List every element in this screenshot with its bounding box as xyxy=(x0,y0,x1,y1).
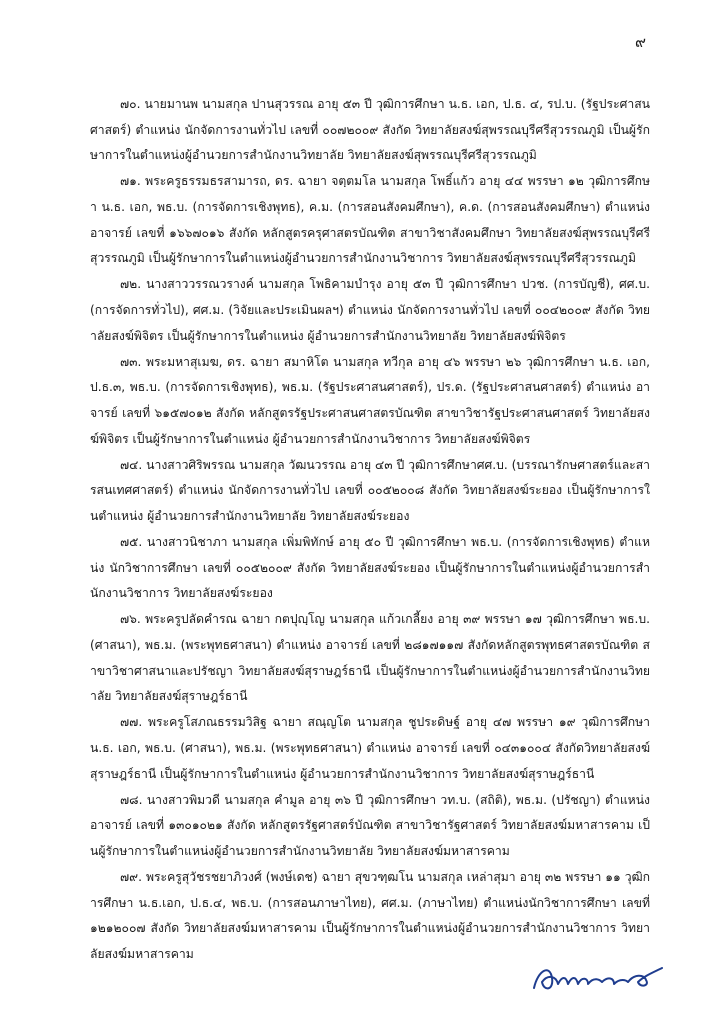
document-body xyxy=(90,92,650,968)
signature-mark xyxy=(528,952,668,1000)
list-item: ๗๙. พระครูสุวัชรชยาภิวงศ์ (พงษ์เดช) ฉายา สุขวฑฺฒโน นามสกุล เหล่าสุมา อายุ ๓๒ พรรษา ๑๑ วุฒิการศึกษา น.ธ.เอก, ป.ธ.๔, พธ.บ. (การสอนภาษาไทย), ศศ.ม. (ภาษาไทย) ตำแหน่งนักวิชาการศึกษา เลขที่ ๑๒๑๒๐๐๗ สังกัด วิทยาลัยสงฆ์มหาสารคาม เป็นผู้รักษาการในตำแหน่งผู้อำนวยการสำนักงานวิชาการ วิทยาลัยสงฆ์มหาสารคาม xyxy=(90,870,650,961)
list-item: ๗๔. นางสาวศิริพรรณ นามสกุล วัฒนวรรณ อายุ ๔๓ ปี วุฒิการศึกษาศศ.บ. (บรรณารักษศาสตร์และสารสนเทศศาสตร์) ตำแหน่ง นักจัดการงานทั่วไป เลขที่ ๐๐๕๒๐๐๘ สังกัด วิทยาลัยสงฆ์ระยอง เป็นผู้รักษาการในตำแหน่ง ผู้อำนวยการสำนักงานวิทยาลัย วิทยาลัยสงฆ์ระยอง xyxy=(90,457,650,523)
list-item: ๗๖. พระครูปลัดคำรณ ฉายา กตปุญฺโญ นามสกุล แก้วเกลี้ยง อายุ ๓๙ พรรษา ๑๗ วุฒิการศึกษา พธ.บ. (ศาสนา), พธ.ม. (พระพุทธศาสนา) ตำแหน่ง อาจารย์ เลขที่ ๒๘๑๗๑๑๗ สังกัดหลักสูตรพุทธศาสตรบัณฑิต สาขาวิชาศาสนาและปรัชญา วิทยาลัยสงฆ์สุราษฎร์ธานี เป็นผู้รักษาการในตำแหน่งผู้อำนวยการสำนักงานวิทยาลัย วิทยาลัยสงฆ์สุราษฎร์ธานี xyxy=(90,612,650,704)
list-item: ๗๘. นางสาวพิมวดี นามสกุล คำมูล อายุ ๓๖ ปี วุฒิการศึกษา วท.บ. (สถิติ), พธ.ม. (ปรัชญา) ตำแหน่ง อาจารย์ เลขที่ ๑๓๐๑๐๒๑ สังกัด หลักสูตรรัฐศาสตร์บัณฑิต สาขาวิชารัฐศาสตร์ วิทยาลัยสงฆ์มหาสารคาม เป็นผู้รักษาการในตำแหน่งผู้อำนวยการสำนักงานวิทยาลัย วิทยาลัยสงฆ์มหาสารคาม xyxy=(90,792,650,858)
page-number: ๙ xyxy=(635,33,646,51)
list-item: ๗๑. พระครูธรรมธรสามารถ, ดร. ฉายา จตฺตมโล นามสกุล โพธิ์แก้ว อายุ ๔๔ พรรษา ๑๒ วุฒิการศึกษา น.ธ. เอก, พธ.บ. (การจัดการเชิงพุทธ), ค.ม. (การสอนสังคมศึกษา), ค.ด. (การสอนสังคมศึกษา) ตำแหน่ง อาจารย์ เลขที่ ๑๖๖๗๐๑๖ สังกัด หลักสูตรครุศาสตรบัณฑิต สาขาวิชาสังคมศึกษา วิทยาลัยสงฆ์สุพรรณบุรีศรีสุวรรณภูมิ เป็นผู้รักษาการในตำแหน่งผู้อำนวยการสำนักงานวิชาการ วิทยาลัยสงฆ์สุพรรณบุรีศรีสุวรรณภูมิ xyxy=(90,174,650,266)
list-item: ๗๕. นางสาวนิชาภา นามสกุล เพิ่มพิทักษ์ อายุ ๕๐ ปี วุฒิการศึกษา พธ.บ. (การจัดการเชิงพุทธ) ตำแหน่ง นักวิชาการศึกษา เลขที่ ๐๐๕๒๐๐๙ สังกัด วิทยาลัยสงฆ์ระยอง เป็นผู้รักษาการในตำแหน่งผู้อำนวยการสำนักงานวิชาการ วิทยาลัยสงฆ์ระยอง xyxy=(90,535,650,601)
list-item: ๗๗. พระครูโสภณธรรมวิสิฐ ฉายา สณฺญโต นามสกุล ชูประดิษฐ์ อายุ ๔๗ พรรษา ๑๙ วุฒิการศึกษา น.ธ. เอก, พธ.บ. (ศาสนา), พธ.ม. (พระพุทธศาสนา) ตำแหน่ง อาจารย์ เลขที่ ๐๔๓๑๐๐๔ สังกัดวิทยาลัยสงฆ์สุราษฎร์ธานี เป็นผู้รักษาการในตำแหน่ง ผู้อำนวยการสำนักงานวิชาการ วิทยาลัยสงฆ์สุราษฎร์ธานี xyxy=(90,715,650,781)
list-item: ๗๐. นายมานพ นามสกุล ปานสุวรรณ อายุ ๕๓ ปี วุฒิการศึกษา น.ธ. เอก, ป.ธ. ๔, รป.บ. (รัฐประศาสนศาสตร์) ตำแหน่ง นักจัดการงานทั่วไป เลขที่ ๐๐๗๒๐๐๙ สังกัด วิทยาลัยสงฆ์สุพรรณบุรีศรีสุวรรณภูมิ เป็นผู้รักษาการในตำแหน่งผู้อำนวยการสำนักงานวิทยาลัย วิทยาลัยสงฆ์สุพรรณบุรีศรีสุวรรณภูมิ xyxy=(90,97,650,163)
list-item: ๗๒. นางสาววรรณวรางค์ นามสกุล โพธิคามบำรุง อายุ ๕๓ ปี วุฒิการศึกษา ปวช. (การบัญชี), ศศ.บ. (การจัดการทั่วไป), ศศ.ม. (วิจัยและประเมินผลฯ) ตำแหน่ง นักจัดการงานทั่วไป เลขที่ ๐๐๔๒๐๐๙ สังกัด วิทยาลัยสงฆ์พิจิตร เป็นผู้รักษาการในตำแหน่ง ผู้อำนวยการสำนักงานวิทยาลัย วิทยาลัยสงฆ์พิจิตร xyxy=(90,277,650,343)
list-item: ๗๓. พระมหาสุเมฆ, ดร. ฉายา สมาหิโต นามสกุล ทวีกุล อายุ ๔๖ พรรษา ๒๖ วุฒิการศึกษา น.ธ. เอก, ป.ธ.๓, พธ.บ. (การจัดการเชิงพุทธ), พธ.ม. (รัฐประศาสนศาสตร์), ปร.ด. (รัฐประศาสนศาสตร์) ตำแหน่ง อาจารย์ เลขที่ ๖๑๕๗๐๑๒ สังกัด หลักสูตรรัฐประศาสนศาสตรบัณฑิต สาขาวิชารัฐประศาสนศาสตร์ วิทยาลัยสงฆ์พิจิตร เป็นผู้รักษาการในตำแหน่ง ผู้อำนวยการสำนักงานวิชาการ วิทยาลัยสงฆ์พิจิตร xyxy=(90,354,650,446)
